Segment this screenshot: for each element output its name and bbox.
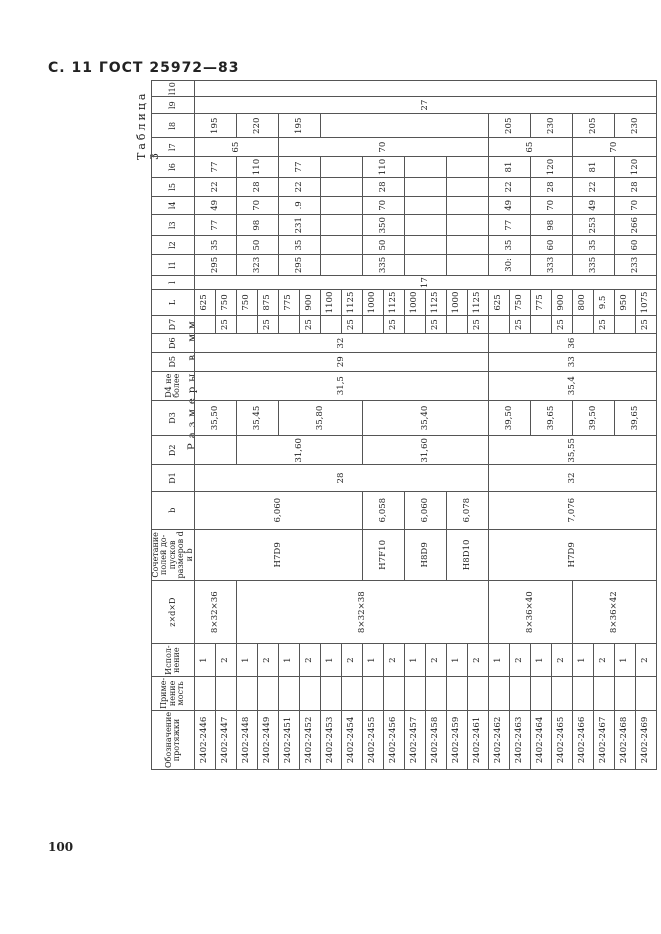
cell-id: 2402-2458	[425, 710, 446, 769]
table-row	[572, 81, 593, 770]
column-header: D5	[152, 352, 195, 371]
cell-L: 1125	[467, 290, 488, 316]
rotated-table-block	[135, 80, 651, 770]
cell-l2: 50	[362, 236, 404, 254]
cell-isp: 1	[320, 644, 341, 676]
cell-l4: 70	[362, 196, 404, 214]
merged-cell-fit: H8D10	[446, 529, 488, 580]
cell-isp: 1	[572, 644, 593, 676]
cell-isp: 1	[236, 644, 257, 676]
cell-l3: 98	[530, 215, 572, 236]
cell-D7: 25	[299, 315, 320, 334]
cell-D7: 25	[383, 315, 404, 334]
cell-id: 2402-2452	[299, 710, 320, 769]
cell-l2: 35	[572, 236, 614, 254]
cell-l5	[404, 178, 446, 196]
page-header: С. 11 ГОСТ 25972—83	[48, 60, 240, 76]
cell-l2: 35	[194, 236, 236, 254]
cell-l3: 253	[572, 215, 614, 236]
cell-D7: 25	[551, 315, 572, 334]
cell-l1: 323	[236, 254, 278, 275]
merged-cell-D6: 36	[488, 334, 656, 353]
cell-l5: 28	[362, 178, 404, 196]
merged-cell-D3: 35,40	[362, 400, 488, 435]
cell-l1: 335	[362, 254, 404, 275]
cell-isp: 2	[341, 644, 362, 676]
cell-id: 2402-2446	[194, 710, 215, 769]
cell-D7	[404, 315, 425, 334]
table-body	[194, 81, 656, 770]
cell-D7	[362, 315, 383, 334]
column-header: l10	[152, 81, 195, 97]
cell-l5: 28	[530, 178, 572, 196]
column-header: D2	[152, 436, 195, 465]
cell-app	[572, 676, 593, 710]
cell-l1: 295	[194, 254, 236, 275]
cell-L: 750	[509, 290, 530, 316]
column-header: D6	[152, 334, 195, 353]
cell-l2	[404, 236, 446, 254]
cell-D7	[236, 315, 257, 334]
cell-L: 800	[572, 290, 593, 316]
column-header: Обозначение протяжки	[152, 710, 195, 769]
cell-L: 1075	[635, 290, 656, 316]
merged-cell-zdD: 8×32×38	[236, 580, 488, 644]
cell-l4: 70	[236, 196, 278, 214]
merged-cell-b: 6,060	[194, 491, 362, 529]
table-row	[236, 81, 257, 770]
cell-app	[446, 676, 467, 710]
table-caption: Таблица 3	[135, 90, 161, 160]
cell-l5	[446, 178, 488, 196]
merged-cell-l7: 70	[572, 138, 656, 156]
cell-isp: 2	[467, 644, 488, 676]
cell-isp: 2	[635, 644, 656, 676]
cell-D7: 25	[215, 315, 236, 334]
merged-cell-l10	[194, 81, 656, 97]
merged-cell-D3: 35,80	[278, 400, 362, 435]
cell-D7: 25	[593, 315, 614, 334]
merged-cell-D3: 39,65	[614, 400, 656, 435]
column-header: Исполнение	[152, 644, 195, 676]
merged-cell-l7: 65	[488, 138, 572, 156]
merged-cell-l7: 65	[194, 138, 278, 156]
cell-app	[320, 676, 341, 710]
cell-l3: 266	[614, 215, 656, 236]
merged-cell-l8: 195	[278, 114, 320, 138]
cell-app	[362, 676, 383, 710]
cell-isp: 2	[593, 644, 614, 676]
cell-app	[404, 676, 425, 710]
cell-l1: 233	[614, 254, 656, 275]
merged-cell-b: 6,058	[362, 491, 404, 529]
cell-L: 875	[257, 290, 278, 316]
merged-cell-l8: 205	[488, 114, 530, 138]
merged-cell-l8	[320, 114, 488, 138]
cell-L: 1100	[320, 290, 341, 316]
cell-app	[215, 676, 236, 710]
cell-L: 625	[488, 290, 509, 316]
merged-cell-zdD: 8×36×40	[488, 580, 572, 644]
cell-L: 625	[194, 290, 215, 316]
cell-l5: 22	[488, 178, 530, 196]
cell-D7: 25	[509, 315, 530, 334]
merged-cell-D2: 35,55	[488, 436, 656, 465]
merged-cell-D2: 31,60	[362, 436, 488, 465]
cell-D7: 25	[635, 315, 656, 334]
cell-D7	[320, 315, 341, 334]
cell-isp: 1	[530, 644, 551, 676]
cell-l1: 335	[572, 254, 614, 275]
column-header: l6	[152, 156, 195, 177]
cell-l1	[320, 254, 362, 275]
cell-l2: 50	[236, 236, 278, 254]
table-row	[614, 81, 635, 770]
cell-id: 2402-2465	[551, 710, 572, 769]
cell-l5	[320, 178, 362, 196]
merged-cell-D1: 32	[488, 465, 656, 491]
cell-l2: 60	[530, 236, 572, 254]
column-header: l7	[152, 138, 195, 156]
merged-cell-D3: 35,45	[236, 400, 278, 435]
column-header: l2	[152, 236, 195, 254]
cell-isp: 2	[383, 644, 404, 676]
merged-cell-D6: 32	[194, 334, 488, 353]
cell-isp: 2	[257, 644, 278, 676]
cell-l5: 28	[236, 178, 278, 196]
cell-L: 1000	[362, 290, 383, 316]
cell-l1: 30:	[488, 254, 530, 275]
cell-l4: 49	[194, 196, 236, 214]
cell-l6: 120	[530, 156, 572, 177]
cell-app	[383, 676, 404, 710]
cell-D7	[278, 315, 299, 334]
cell-app	[551, 676, 572, 710]
merged-cell-D2: 31,60	[236, 436, 362, 465]
cell-l1: 295	[278, 254, 320, 275]
column-header: L	[152, 290, 195, 316]
header-row	[152, 81, 195, 770]
merged-cell-D5: 33	[488, 352, 656, 371]
cell-L: 1000	[404, 290, 425, 316]
cell-D7: 25	[341, 315, 362, 334]
cell-L: 775	[278, 290, 299, 316]
cell-app	[530, 676, 551, 710]
cell-L: 900	[551, 290, 572, 316]
cell-app	[425, 676, 446, 710]
cell-l6: 110	[362, 156, 404, 177]
cell-isp: 2	[299, 644, 320, 676]
cell-l6: 120	[614, 156, 656, 177]
cell-id: 2402-2447	[215, 710, 236, 769]
cell-D7: 25	[425, 315, 446, 334]
cell-id: 2402-2466	[572, 710, 593, 769]
column-header: l5	[152, 178, 195, 196]
merged-cell-fit: H7F10	[362, 529, 404, 580]
merged-cell-D2	[194, 436, 236, 465]
column-header: b	[152, 491, 195, 529]
column-header: Применение мость	[152, 676, 195, 710]
column-header: D4 не более	[152, 371, 195, 400]
cell-app	[278, 676, 299, 710]
merged-cell-zdD: 8×36×42	[572, 580, 656, 644]
cell-isp: 1	[614, 644, 635, 676]
cell-l1	[446, 254, 488, 275]
merged-cell-b: 6,060	[404, 491, 446, 529]
cell-isp: 1	[446, 644, 467, 676]
cell-l6	[320, 156, 362, 177]
merged-cell-zdD: 8×32×36	[194, 580, 236, 644]
cell-l4: 70	[614, 196, 656, 214]
cell-l6: 81	[572, 156, 614, 177]
cell-l2: 35	[488, 236, 530, 254]
cell-isp: 1	[278, 644, 299, 676]
cell-D7: 25	[467, 315, 488, 334]
cell-l2	[446, 236, 488, 254]
cell-id: 2402-2467	[593, 710, 614, 769]
cell-l5: 22	[194, 178, 236, 196]
cell-id: 2402-2463	[509, 710, 530, 769]
cell-l4: 70	[530, 196, 572, 214]
cell-l2: 35	[278, 236, 320, 254]
merged-cell-D4: 31,5	[194, 371, 488, 400]
cell-app	[488, 676, 509, 710]
merged-cell-l8: 230	[614, 114, 656, 138]
cell-app	[614, 676, 635, 710]
table-row	[530, 81, 551, 770]
merged-cell-D3: 39,50	[488, 400, 530, 435]
cell-L: 9.5	[593, 290, 614, 316]
cell-L: 1000	[446, 290, 467, 316]
merged-cell-b: 7,076	[488, 491, 656, 529]
merged-cell-l: 17	[194, 276, 656, 290]
cell-D7: 25	[257, 315, 278, 334]
cell-l4	[446, 196, 488, 214]
merged-cell-D3: 35,50	[194, 400, 236, 435]
cell-isp: 1	[404, 644, 425, 676]
table-row	[194, 81, 215, 770]
cell-app	[635, 676, 656, 710]
cell-l3	[446, 215, 488, 236]
cell-app	[257, 676, 278, 710]
cell-L: 750	[215, 290, 236, 316]
cell-id: 2402-2451	[278, 710, 299, 769]
cell-l2	[320, 236, 362, 254]
cell-app	[467, 676, 488, 710]
cell-isp: 1	[194, 644, 215, 676]
merged-cell-l8: 220	[236, 114, 278, 138]
merged-cell-D4: 35,4	[488, 371, 656, 400]
cell-l4	[404, 196, 446, 214]
cell-D7	[194, 315, 215, 334]
cell-D7	[572, 315, 593, 334]
merged-cell-fit: H7D9	[194, 529, 362, 580]
cell-l3	[404, 215, 446, 236]
merged-cell-D1: 28	[194, 465, 488, 491]
cell-id: 2402-2448	[236, 710, 257, 769]
table-row	[488, 81, 509, 770]
cell-L: 1125	[383, 290, 404, 316]
cell-id: 2402-2453	[320, 710, 341, 769]
column-header: D7	[152, 315, 195, 334]
cell-l3: 231	[278, 215, 320, 236]
cell-L: 1125	[341, 290, 362, 316]
cell-l6	[446, 156, 488, 177]
column-header: Сочетание полей допусков размеров d и b	[151, 531, 194, 579]
cell-L: 1125	[425, 290, 446, 316]
cell-l5: 22	[572, 178, 614, 196]
merged-cell-l9: 27	[194, 97, 656, 114]
cell-app	[509, 676, 530, 710]
cell-id: 2402-2462	[488, 710, 509, 769]
cell-isp: 1	[488, 644, 509, 676]
column-header: l	[152, 276, 195, 290]
cell-isp: 2	[215, 644, 236, 676]
cell-id: 2402-2468	[614, 710, 635, 769]
sizes-label: Размеры в мм	[187, 316, 198, 450]
cell-id: 2402-2449	[257, 710, 278, 769]
cell-l6: 77	[194, 156, 236, 177]
cell-L: 950	[614, 290, 635, 316]
column-header: l3	[152, 215, 195, 236]
cell-l3: 77	[488, 215, 530, 236]
cell-l4: 49	[572, 196, 614, 214]
cell-l4	[320, 196, 362, 214]
cell-l3: 350	[362, 215, 404, 236]
cell-l1: 333	[530, 254, 572, 275]
data-table	[151, 80, 657, 770]
column-header: l4	[152, 196, 195, 214]
cell-D7	[530, 315, 551, 334]
cell-app	[299, 676, 320, 710]
column-header: z×d×D	[152, 580, 195, 644]
column-header: l8	[152, 114, 195, 138]
cell-id: 2402-2455	[362, 710, 383, 769]
cell-id: 2402-2464	[530, 710, 551, 769]
merged-cell-l8: 205	[572, 114, 614, 138]
merged-cell-b: 6,078	[446, 491, 488, 529]
cell-isp: 2	[425, 644, 446, 676]
merged-cell-l7: 70	[278, 138, 488, 156]
table-row	[362, 81, 383, 770]
column-header: D1	[152, 465, 195, 491]
cell-l3	[320, 215, 362, 236]
merged-cell-D3: 39,65	[530, 400, 572, 435]
cell-L: 775	[530, 290, 551, 316]
cell-L: 750	[236, 290, 257, 316]
cell-l3: 98	[236, 215, 278, 236]
cell-D7	[614, 315, 635, 334]
column-header: l9	[152, 97, 195, 114]
cell-app	[194, 676, 215, 710]
merged-cell-l8: 230	[530, 114, 572, 138]
cell-l6: 77	[278, 156, 320, 177]
cell-app	[341, 676, 362, 710]
cell-l5: 22	[278, 178, 320, 196]
cell-l6: 81	[488, 156, 530, 177]
cell-isp: 2	[509, 644, 530, 676]
cell-D7	[446, 315, 467, 334]
cell-l5: 28	[614, 178, 656, 196]
cell-l6: 110	[236, 156, 278, 177]
merged-cell-D3: 39,50	[572, 400, 614, 435]
table-row	[278, 81, 299, 770]
cell-l6	[404, 156, 446, 177]
cell-id: 2402-2454	[341, 710, 362, 769]
cell-l1	[404, 254, 446, 275]
cell-id: 2402-2469	[635, 710, 656, 769]
merged-cell-fit: H8D9	[404, 529, 446, 580]
cell-id: 2402-2461	[467, 710, 488, 769]
cell-l2: 60	[614, 236, 656, 254]
cell-app	[593, 676, 614, 710]
column-header: D3	[152, 400, 195, 435]
cell-L: 900	[299, 290, 320, 316]
cell-D7	[488, 315, 509, 334]
merged-cell-D5: 29	[194, 352, 488, 371]
cell-id: 2402-2457	[404, 710, 425, 769]
cell-l4: 49	[488, 196, 530, 214]
cell-isp: 2	[551, 644, 572, 676]
cell-l3: 77	[194, 215, 236, 236]
cell-l4: .9	[278, 196, 320, 214]
merged-cell-l8: 195	[194, 114, 236, 138]
cell-app	[236, 676, 257, 710]
merged-cell-fit: H7D9	[488, 529, 656, 580]
page-number: 100	[48, 840, 74, 854]
cell-id: 2402-2459	[446, 710, 467, 769]
column-header: l1	[152, 254, 195, 275]
cell-isp: 1	[362, 644, 383, 676]
cell-id: 2402-2456	[383, 710, 404, 769]
